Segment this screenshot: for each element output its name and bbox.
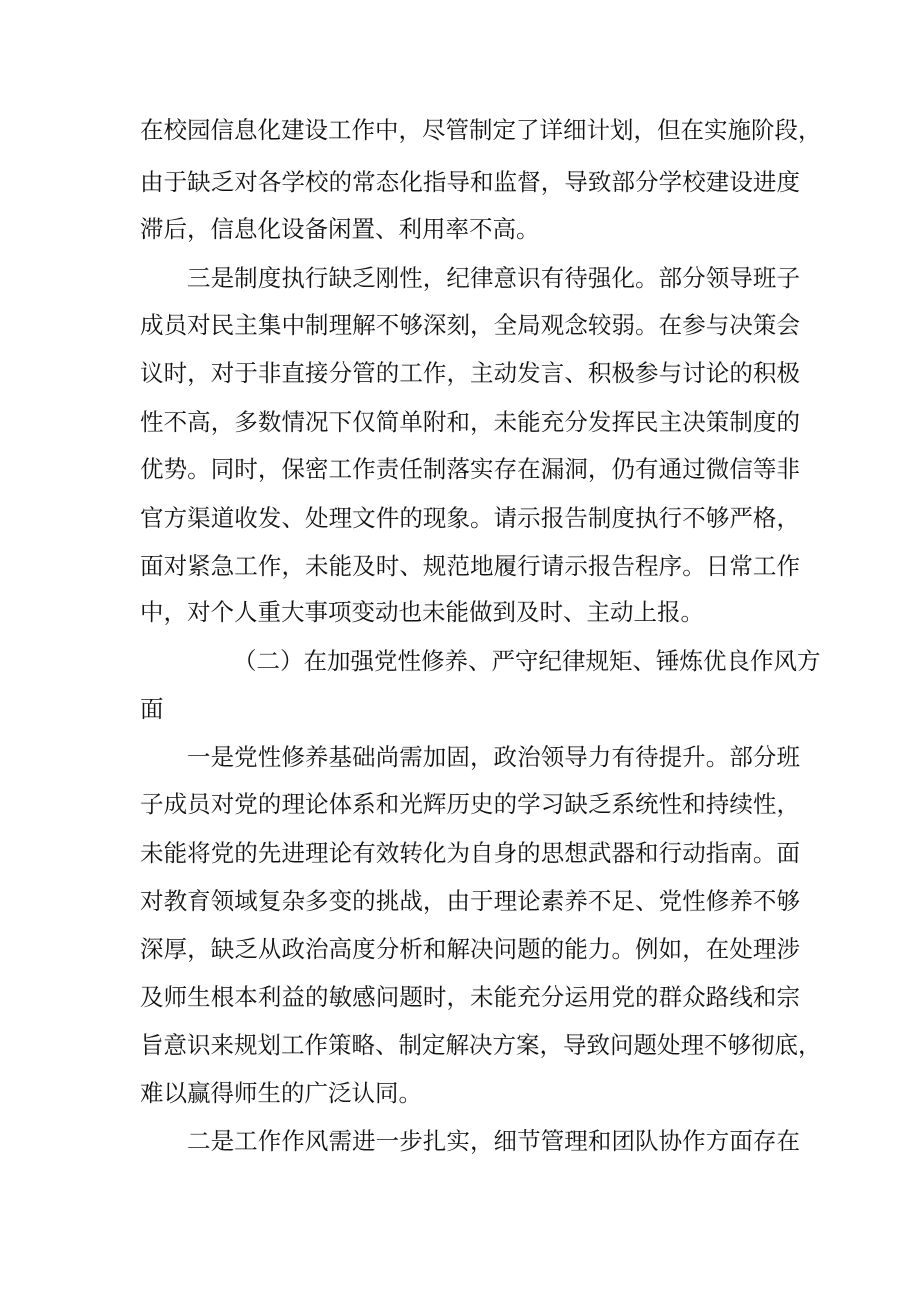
paragraph-line: 面对紧急工作，未能及时、规范地履行请示报告程序。日常工作 [140, 552, 800, 580]
paragraph-line: 及师生根本利益的敏感问题时，未能充分运用党的群众路线和宗 [140, 983, 800, 1011]
paragraph-line: 议时，对于非直接分管的工作，主动发言、积极参与讨论的积极 [140, 359, 800, 387]
paragraph-line: 滞后，信息化设备闲置、利用率不高。 [140, 215, 540, 243]
paragraph-line: 在校园信息化建设工作中，尽管制定了详细计划，但在实施阶段， [140, 116, 822, 144]
paragraph-line: 优势。同时，保密工作责任制落实存在漏洞，仍有通过微信等非 [140, 455, 800, 483]
paragraph-line: 由于缺乏对各学校的常态化指导和监督，导致部分学校建设进度 [140, 168, 800, 196]
paragraph-line: 旨意识来规划工作策略、制定解决方案，导致问题处理不够彻底， [140, 1031, 822, 1059]
paragraph-line: 一是党性修养基础尚需加固，政治领导力有待提升。部分班 [187, 743, 800, 771]
paragraph-line: 中，对个人重大事项变动也未能做到及时、主动上报。 [140, 598, 704, 626]
paragraph-line: 对教育领域复杂多变的挑战，由于理论素养不足、党性修养不够 [140, 887, 800, 915]
paragraph-line: 难以赢得师生的广泛认同。 [140, 1079, 422, 1107]
paragraph-line: 官方渠道收发、处理文件的现象。请示报告制度执行不够严格， [140, 504, 800, 532]
paragraph-line: 二是工作作风需进一步扎实，细节管理和团队协作方面存在 [187, 1127, 800, 1155]
paragraph-line: 未能将党的先进理论有效转化为自身的思想武器和行动指南。面 [140, 839, 800, 867]
paragraph-line: 成员对民主集中制理解不够深刻，全局观念较弱。在参与决策会 [140, 311, 800, 339]
paragraph-line: 性不高，多数情况下仅简单附和，未能充分发挥民主决策制度的 [140, 408, 800, 436]
paragraph-line: 子成员对党的理论体系和光辉历史的学习缺乏系统性和持续性， [140, 790, 800, 818]
paragraph-line: 深厚，缺乏从政治高度分析和解决问题的能力。例如，在处理涉 [140, 935, 800, 963]
section-heading: （二）在加强党性修养、严守纪律规矩、锤炼优良作风方 [233, 647, 821, 675]
paragraph-line: 三是制度执行缺乏刚性，纪律意识有待强化。部分领导班子 [187, 264, 800, 292]
section-heading-continued: 面 [140, 695, 164, 723]
